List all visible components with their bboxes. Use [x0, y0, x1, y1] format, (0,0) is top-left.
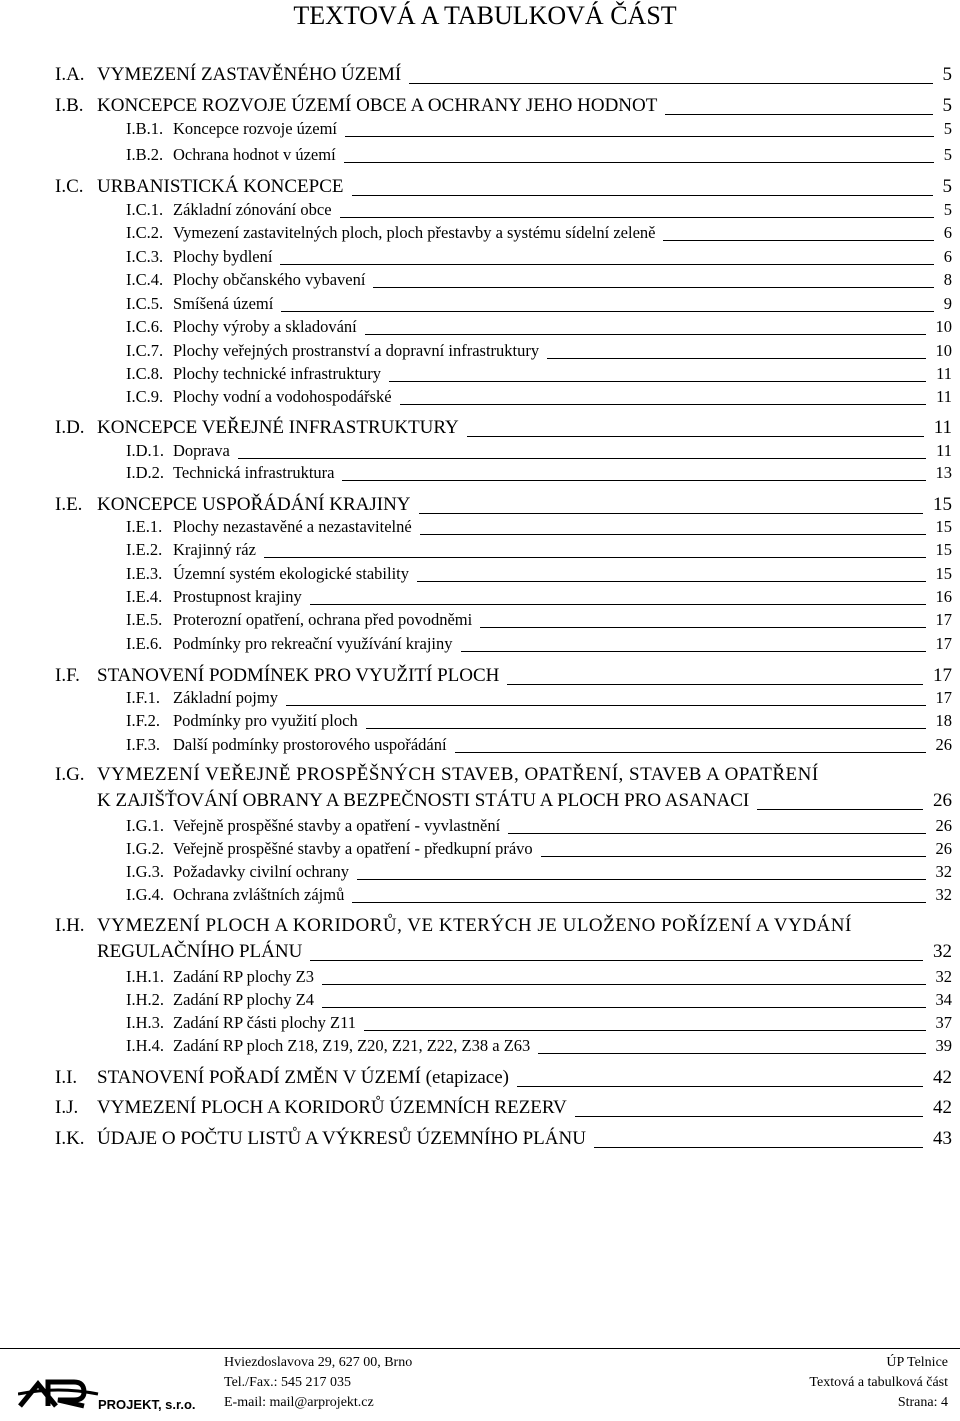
- toc-entry-title: Zadání RP plochy Z4: [173, 990, 314, 1009]
- toc-entry[interactable]: [0, 564, 960, 586]
- toc-leader-line: [340, 217, 934, 218]
- toc-leader-line: [663, 240, 933, 241]
- toc-entry-title: KONCEPCE USPOŘÁDÁNÍ KRAJINY: [97, 494, 411, 515]
- toc-entry-title: Vymezení zastavitelných ploch, ploch přestavby a systému sídelní zeleně: [173, 223, 656, 242]
- page-title: TEXTOVÁ A TABULKOVÁ ČÁST: [293, 1, 677, 30]
- toc-entry[interactable]: [0, 364, 960, 386]
- toc-entry[interactable]: [0, 223, 960, 245]
- toc-entry[interactable]: [0, 1128, 960, 1150]
- footer-phone: Tel./Fax.: 545 217 035: [224, 1375, 351, 1390]
- toc-entry-page: 32: [933, 941, 952, 962]
- toc-entry-title: Plochy vodní a vodohospodářské: [173, 387, 392, 406]
- footer-divider: [0, 1348, 960, 1349]
- svg-text:PROJEKT, s.r.o.: PROJEKT, s.r.o.: [98, 1397, 196, 1412]
- company-logo: [18, 1372, 218, 1412]
- toc-entry[interactable]: [0, 1036, 960, 1058]
- toc-entry-page: 13: [935, 463, 952, 482]
- toc-entry-title: URBANISTICKÁ KONCEPCE: [97, 176, 344, 197]
- toc-entry[interactable]: [0, 735, 960, 757]
- toc-entry-code: I.E.1.: [126, 517, 163, 536]
- toc-entry[interactable]: [0, 417, 960, 439]
- toc-leader-line: [455, 752, 926, 753]
- footer-section: Textová a tabulková část: [809, 1375, 948, 1390]
- toc-entry-code: I.E.4.: [126, 587, 163, 606]
- footer-doc-name: ÚP Telnice: [886, 1355, 948, 1370]
- toc-entry-page: 17: [933, 665, 952, 686]
- toc-entry-code: I.H.2.: [126, 990, 165, 1009]
- toc-entry-title: VYMEZENÍ ZASTAVĚNÉHO ÚZEMÍ: [97, 64, 402, 85]
- toc-entry-code: I.F.3.: [126, 735, 160, 754]
- toc-entry[interactable]: [0, 341, 960, 363]
- toc-entry-title: Plochy technické infrastruktury: [173, 364, 382, 383]
- toc-entry-page: 11: [936, 387, 952, 406]
- toc-entry-page: 26: [935, 839, 952, 858]
- toc-entry-title: Doprava: [173, 441, 230, 460]
- toc-entry-page: 26: [935, 816, 952, 835]
- toc-entry[interactable]: [0, 517, 960, 539]
- toc-entry-code: I.C.8.: [126, 364, 164, 383]
- toc-leader-line: [538, 1053, 925, 1054]
- toc-entry-page: 32: [935, 885, 952, 904]
- toc-entry-code: I.D.2.: [126, 463, 165, 482]
- toc-entry-page: 43: [933, 1128, 952, 1149]
- toc-leader-line: [342, 480, 925, 481]
- toc-entry-title: Krajinný ráz: [173, 540, 256, 559]
- toc-leader-line: [364, 1030, 926, 1031]
- toc-leader-line: [409, 83, 932, 84]
- toc-entry-title: Ochrana zvláštních zájmů: [173, 885, 345, 904]
- toc-entry[interactable]: [0, 839, 960, 861]
- toc-leader-line: [373, 287, 933, 288]
- toc-leader-line: [757, 809, 923, 810]
- toc-entry-code: I.D.: [55, 417, 85, 438]
- toc-entry-page: 6: [943, 247, 952, 266]
- toc-entry-title: VYMEZENÍ PLOCH A KORIDORŮ ÚZEMNÍCH REZERV: [97, 1097, 567, 1118]
- toc-entry-title: Zadání RP ploch Z18, Z19, Z20, Z21, Z22, Z38 a Z63: [173, 1036, 531, 1055]
- toc-leader-line: [389, 381, 926, 382]
- toc-entry-title: Další podmínky prostorového uspořádání: [173, 735, 447, 754]
- toc-leader-line: [264, 557, 926, 558]
- toc-entry-code: I.A.: [55, 64, 85, 85]
- toc-entry[interactable]: [0, 387, 960, 409]
- toc-entry[interactable]: [0, 885, 960, 907]
- toc-entry-title: KONCEPCE ROZVOJE ÚZEMÍ OBCE A OCHRANY JEHO HODNOT: [97, 95, 658, 116]
- toc-entry-code: I.E.6.: [126, 634, 163, 653]
- toc-entry[interactable]: [0, 540, 960, 562]
- toc-leader-line: [507, 684, 923, 685]
- toc-entry[interactable]: [0, 441, 960, 463]
- toc-entry-code: I.G.4.: [126, 885, 165, 904]
- toc-entry-code: I.B.2.: [126, 145, 164, 164]
- footer-page-number: Strana: 4: [897, 1395, 948, 1410]
- toc-entry-page: 17: [935, 688, 952, 707]
- toc-entry-title: KONCEPCE VEŘEJNÉ INFRASTRUKTURY: [97, 417, 459, 438]
- toc-entry-page: 42: [933, 1097, 952, 1118]
- toc-leader-line: [365, 334, 926, 335]
- toc-entry-page: 11: [936, 364, 952, 383]
- toc-entry[interactable]: [0, 990, 960, 1012]
- toc-entry[interactable]: [0, 764, 960, 811]
- toc-entry-title: ÚDAJE O POČTU LISTŮ A VÝKRESŮ ÚZEMNÍHO PLÁNU: [97, 1128, 586, 1149]
- toc-leader-line: [352, 902, 925, 903]
- toc-entry[interactable]: [0, 176, 960, 198]
- toc-leader-line: [322, 1007, 926, 1008]
- toc-entry[interactable]: [0, 816, 960, 838]
- toc-entry-title: Zadání RP plochy Z3: [173, 967, 314, 986]
- toc-entry-page: 15: [935, 540, 952, 559]
- toc-leader-line: [419, 513, 923, 514]
- toc-entry-page: 10: [935, 341, 952, 360]
- toc-entry-title: Podmínky pro využití ploch: [173, 711, 358, 730]
- toc-entry-page: 17: [935, 634, 952, 653]
- toc-entry[interactable]: [0, 463, 960, 485]
- toc-entry-code: I.D.1.: [126, 441, 165, 460]
- toc-entry[interactable]: [0, 270, 960, 292]
- toc-entry[interactable]: [0, 862, 960, 884]
- toc-leader-line: [547, 358, 925, 359]
- toc-entry-title: Plochy bydlení: [173, 247, 273, 266]
- toc-leader-line: [508, 833, 925, 834]
- toc-entry-code: I.G.1.: [126, 816, 165, 835]
- toc-entry-page: 32: [935, 967, 952, 986]
- toc-leader-line: [480, 627, 925, 628]
- toc-entry-title: Smíšená území: [173, 294, 274, 313]
- toc-leader-line: [417, 581, 926, 582]
- toc-leader-line: [281, 311, 933, 312]
- toc-entry-title: VYMEZENÍ VEŘEJNĚ PROSPĚŠNÝCH STAVEB, OPATŘENÍ, STAVEB A OPATŘENÍ: [97, 764, 819, 785]
- toc-entry-page: 9: [943, 294, 952, 313]
- toc-entry-code: I.G.: [55, 764, 85, 785]
- toc-entry-page: 37: [935, 1013, 952, 1032]
- toc-entry-page: 8: [943, 270, 952, 289]
- toc-entry[interactable]: [0, 634, 960, 656]
- toc-leader-line: [366, 728, 926, 729]
- toc-entry-page: 11: [933, 417, 952, 438]
- toc-entry-page: 16: [935, 587, 952, 606]
- toc-entry-title: Proterozní opatření, ochrana před povodněmi: [173, 610, 473, 629]
- toc-entry[interactable]: [0, 119, 960, 141]
- toc-entry-title-continuation: REGULAČNÍHO PLÁNU: [97, 941, 303, 962]
- toc-entry-page: 6: [943, 223, 952, 242]
- toc-entry-code: I.H.3.: [126, 1013, 165, 1032]
- toc-entry-code: I.C.4.: [126, 270, 164, 289]
- toc-entry-title: STANOVENÍ PODMÍNEK PRO VYUŽITÍ PLOCH: [97, 665, 500, 686]
- toc-entry-code: I.C.2.: [126, 223, 164, 242]
- toc-leader-line: [286, 705, 926, 706]
- toc-entry-title: STANOVENÍ POŘADÍ ZMĚN V ÚZEMÍ (etapizace): [97, 1067, 509, 1088]
- toc-entry-code: I.G.2.: [126, 839, 165, 858]
- toc-entry-page: 5: [942, 64, 952, 85]
- toc-leader-line: [467, 436, 924, 437]
- toc-entry-page: 18: [935, 711, 952, 730]
- toc-entry[interactable]: [0, 1097, 960, 1119]
- toc-entry-page: 39: [935, 1036, 952, 1055]
- footer-address: Hviezdoslavova 29, 627 00, Brno: [224, 1355, 413, 1370]
- toc-entry[interactable]: [0, 494, 960, 516]
- toc-entry-title-continuation: K ZAJIŠŤOVÁNÍ OBRANY A BEZPEČNOSTI STÁTU A PLOCH PRO ASANACI: [97, 790, 750, 811]
- toc-entry[interactable]: [0, 610, 960, 632]
- toc-entry-code: I.C.1.: [126, 200, 164, 219]
- toc-leader-line: [322, 984, 926, 985]
- toc-entry-code: I.C.7.: [126, 341, 164, 360]
- toc-entry[interactable]: [0, 145, 960, 167]
- toc-entry-page: 15: [935, 564, 952, 583]
- toc-entry-title: Plochy výroby a skladování: [173, 317, 357, 336]
- toc-leader-line: [400, 404, 927, 405]
- toc-entry-title: VYMEZENÍ PLOCH A KORIDORŮ, VE KTERÝCH JE ULOŽENO POŘÍZENÍ A VYDÁNÍ: [97, 915, 852, 936]
- toc-entry-title: Územní systém ekologické stability: [173, 564, 409, 583]
- toc-leader-line: [517, 1086, 923, 1087]
- toc-leader-line: [461, 651, 926, 652]
- toc-leader-line: [238, 458, 926, 459]
- toc-entry-code: I.F.1.: [126, 688, 160, 707]
- toc-entry[interactable]: [0, 95, 960, 117]
- toc-entry[interactable]: [0, 294, 960, 316]
- toc-entry-page: 10: [935, 317, 952, 336]
- footer-email: E-mail: mail@arprojekt.cz: [224, 1395, 374, 1410]
- toc-entry-code: I.C.9.: [126, 387, 164, 406]
- toc-entry-title: Koncepce rozvoje území: [173, 119, 338, 138]
- toc-leader-line: [280, 264, 933, 265]
- page-footer: [0, 1320, 960, 1421]
- toc-entry[interactable]: [0, 915, 960, 962]
- toc-leader-line: [541, 856, 926, 857]
- toc-entry-page: 42: [933, 1067, 952, 1088]
- toc-entry-title: Prostupnost krajiny: [173, 587, 302, 606]
- toc-entry-page: 5: [942, 95, 952, 116]
- toc-entry-code: I.F.: [55, 665, 80, 686]
- toc-entry-code: I.E.3.: [126, 564, 163, 583]
- toc-entry[interactable]: [0, 711, 960, 733]
- toc-entry-code: I.H.1.: [126, 967, 165, 986]
- toc-entry-page: 17: [935, 610, 952, 629]
- toc-entry-page: 32: [935, 862, 952, 881]
- toc-entry[interactable]: [0, 688, 960, 710]
- toc-leader-line: [310, 604, 926, 605]
- toc-entry[interactable]: [0, 967, 960, 989]
- toc-entry-title: Veřejně prospěšné stavby a opatření - vyvlastnění: [173, 816, 501, 835]
- toc-leader-line: [420, 534, 926, 535]
- toc-entry-title: Základní zónování obce: [173, 200, 332, 219]
- toc-entry-code: I.C.6.: [126, 317, 164, 336]
- toc-entry[interactable]: [0, 317, 960, 339]
- toc-entry-page: 5: [943, 200, 952, 219]
- toc-entry-code: I.I.: [55, 1067, 78, 1088]
- toc-entry-page: 5: [943, 119, 952, 138]
- toc-entry-title: Technická infrastruktura: [173, 463, 335, 482]
- toc-entry-code: I.E.: [55, 494, 83, 515]
- toc-leader-line: [357, 879, 926, 880]
- toc-entry[interactable]: [0, 200, 960, 222]
- toc-leader-line: [594, 1147, 923, 1148]
- toc-entry-title: Podmínky pro rekreační využívání krajiny: [173, 634, 453, 653]
- toc-entry-page: 11: [936, 441, 952, 460]
- toc-entry-page: 15: [935, 517, 952, 536]
- toc-entry-code: I.C.: [55, 176, 84, 197]
- toc-entry-code: I.C.5.: [126, 294, 164, 313]
- toc-entry-code: I.B.: [55, 95, 84, 116]
- toc-entry-page: 34: [935, 990, 952, 1009]
- toc-entry-page: 5: [942, 176, 952, 197]
- toc-entry-code: I.J.: [55, 1097, 79, 1118]
- toc-entry-title: Požadavky civilní ochrany: [173, 862, 349, 881]
- toc-entry-page: 26: [933, 790, 952, 811]
- toc-entry[interactable]: [0, 1067, 960, 1089]
- toc-entry-title: Plochy občanského vybavení: [173, 270, 366, 289]
- toc-entry-code: I.K.: [55, 1128, 85, 1149]
- toc-leader-line: [575, 1116, 923, 1117]
- toc-entry-page: 15: [933, 494, 952, 515]
- toc-entry[interactable]: [0, 247, 960, 269]
- toc-leader-line: [665, 114, 932, 115]
- toc-entry-title: Veřejně prospěšné stavby a opatření - předkupní právo: [173, 839, 533, 858]
- toc-entry-code: I.C.3.: [126, 247, 164, 266]
- toc-entry-page: 5: [943, 145, 952, 164]
- toc-entry-code: I.E.2.: [126, 540, 163, 559]
- toc-entry-title: Zadání RP části plochy Z11: [173, 1013, 356, 1032]
- toc-entry-code: I.E.5.: [126, 610, 163, 629]
- toc-leader-line: [310, 960, 923, 961]
- toc-entry[interactable]: [0, 1013, 960, 1035]
- toc-entry-code: I.H.4.: [126, 1036, 165, 1055]
- toc-leader-line: [352, 195, 933, 196]
- toc-entry[interactable]: [0, 587, 960, 609]
- toc-entry-code: I.G.3.: [126, 862, 165, 881]
- toc-leader-line: [345, 136, 934, 137]
- toc-entry-page: 26: [935, 735, 952, 754]
- toc-leader-line: [344, 162, 934, 163]
- toc-entry[interactable]: [0, 665, 960, 687]
- toc-entry-code: I.F.2.: [126, 711, 160, 730]
- toc-entry-code: I.B.1.: [126, 119, 164, 138]
- toc-entry-title: Ochrana hodnot v území: [173, 145, 336, 164]
- toc-entry-title: Plochy veřejných prostranství a dopravní infrastruktury: [173, 341, 540, 360]
- toc-entry[interactable]: [0, 64, 960, 86]
- toc-entry-code: I.H.: [55, 915, 85, 936]
- toc-entry-title: Základní pojmy: [173, 688, 278, 707]
- toc-entry-title: Plochy nezastavěné a nezastavitelné: [173, 517, 412, 536]
